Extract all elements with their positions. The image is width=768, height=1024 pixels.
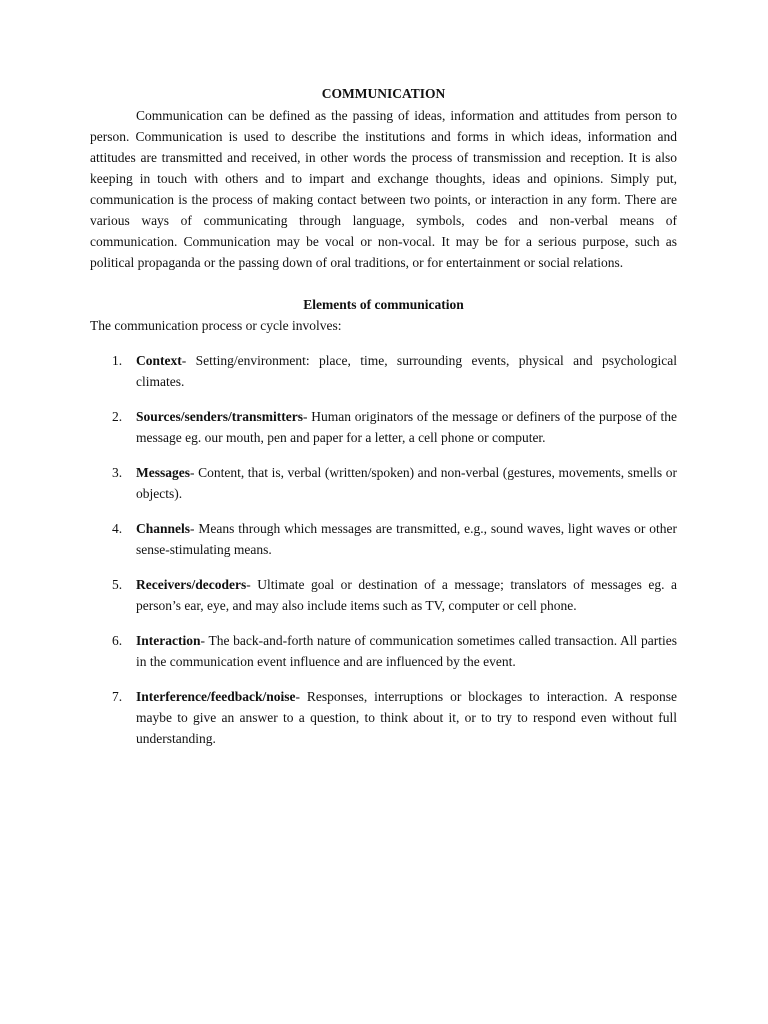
section-title: Elements of communication bbox=[303, 297, 464, 312]
list-item-text: - Setting/environment: place, time, surrounding events, physical and psychological climates. bbox=[136, 353, 677, 389]
list-item bbox=[90, 574, 677, 616]
list-item bbox=[90, 630, 677, 672]
section-lead: The communication process or cycle involves: bbox=[90, 318, 342, 333]
list-item bbox=[90, 518, 677, 560]
list-item bbox=[90, 462, 677, 504]
intro-paragraph: Communication can be defined as the passing of ideas, information and attitudes from person to person. Communication is used to describe the institutions and forms in which ideas, information and attitudes are transmitted and received, in other words the process of transmission and reception. It is also keeping in touch with others and to impart and exchange thoughts, ideas and opinions. Simply put, communication is the process of making contact between two points, or interaction in any form. There are various ways of communicating through language, symbols, codes and non-verbal means of communication. Communication may be vocal or non-vocal. It may be for a serious purpose, such as political propaganda or the passing down of oral traditions, or for entertainment or social relations. bbox=[90, 108, 677, 270]
list-item-text: - Content, that is, verbal (written/spoken) and non-verbal (gestures, movements, smells or objects). bbox=[136, 465, 677, 501]
list-item-term: Messages bbox=[136, 465, 190, 480]
list-item-number: 1. bbox=[112, 353, 123, 368]
list-item-number: 4. bbox=[112, 521, 123, 536]
list-item-text: - Means through which messages are transmitted, e.g., sound waves, light waves or other sense-stimulating means. bbox=[136, 521, 677, 557]
list-item-number: 2. bbox=[112, 409, 123, 424]
list-item-term: Channels bbox=[136, 521, 191, 536]
list-item-number: 6. bbox=[112, 633, 123, 648]
list-item-number: 3. bbox=[112, 465, 123, 480]
list-item-text: - Human originators of the message or definers of the purpose of the message eg. our mouth, pen and paper for a letter, a cell phone or computer. bbox=[136, 409, 677, 445]
list-item bbox=[90, 350, 677, 392]
list-item bbox=[90, 406, 677, 448]
list-item-number: 7. bbox=[112, 689, 123, 704]
list-item-term: Receivers/decoders bbox=[136, 577, 247, 592]
list-item-text: - The back-and-forth nature of communication sometimes called transaction. All parties in the communication event influence and are influenced by the event. bbox=[136, 633, 677, 669]
document-body bbox=[90, 84, 677, 763]
list-item-term: Interaction bbox=[136, 633, 201, 648]
list-item-text: - Ultimate goal or destination of a message; translators of messages eg. a person’s ear, eye, and may also include items such as TV, computer or cell phone. bbox=[136, 577, 677, 613]
elements-list bbox=[90, 350, 677, 749]
list-item-term: Interference/feedback/noise bbox=[136, 689, 296, 704]
page-title: COMMUNICATION bbox=[321, 86, 446, 101]
list-item-number: 5. bbox=[112, 577, 123, 592]
list-item-term: Context bbox=[136, 353, 182, 368]
list-item-term: Sources/senders/transmitters bbox=[136, 409, 303, 424]
list-item-text: - Responses, interruptions or blockages to interaction. A response maybe to give an answer to a question, to think about it, or to try to respond even without full understanding. bbox=[136, 689, 677, 746]
list-item bbox=[90, 686, 677, 749]
